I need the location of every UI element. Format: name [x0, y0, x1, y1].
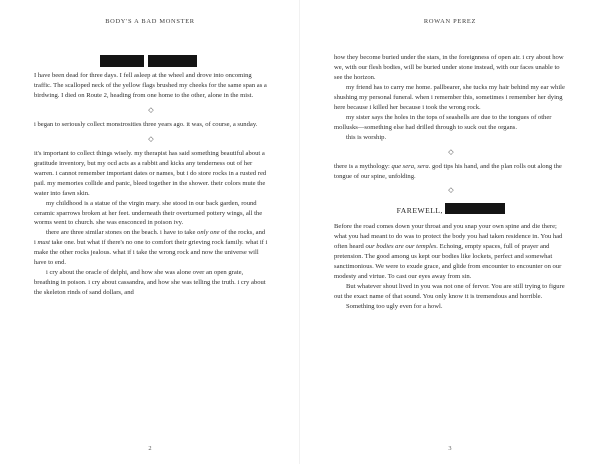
redaction-bar [445, 203, 505, 214]
paragraph: Something too ugly even for a howl. [346, 303, 443, 311]
page-number-left: 2 [148, 445, 152, 452]
page-number-right: 3 [448, 445, 452, 452]
section-break-ornament: ◇ [148, 105, 154, 114]
paragraph: my sister says the holes in the tops of seashells are due to the tongues of other mollusks—something else had drilled through to suck out the organs. [334, 113, 552, 131]
paragraph: there is a mythology: que sera, sera. god tips his hand, and the plan rolls out along the tongue of our spine, unfolding. [334, 162, 562, 180]
paragraph: there are three similar stones on the beach. i have to take only one of the rocks, and i must take one. but what if there's no one to comfort their grieving rock family. what if i make the other rocks jealous. what if i take the wrong rock and now the universe will have to end. [34, 229, 268, 267]
right-page-text [334, 53, 568, 312]
farewell-label: FAREWELL, [396, 206, 443, 216]
redaction-bar [148, 55, 197, 67]
paragraph: how they become buried under the stars, in the foreignness of open air. i cry about how we, with our flesh bodies, will be buried under stone instead, with our faces unable to see the horizon. [334, 54, 564, 81]
running-head-right: ROWAN PEREZ [423, 18, 477, 25]
right-page [300, 0, 600, 464]
paragraph: it's important to collect things wisely. my therapist has said something beautiful about a gratitude inventory, but my ocd acts as a rabbit and kicks any tenderness out of her warren. i cannot remember important dates or names, but i do store rocks in a rusted red pail. my memories collide and panic, bleed together in the shower. their colors mute the water into fawn skin. [34, 149, 267, 197]
paragraph: I have been dead for three days. I fell asleep at the wheel and drove into oncoming traffic. The scalloped neck of the yellow flags brushed my cheeks for the same span as a birdwing. I died on Route 2, heading from one home to the other, alone in the mist. [34, 72, 267, 99]
paragraph: my childhood is a statue of the virgin mary. she stood in our back garden, round ceramic sparrows broken at her feet. underneath their overturned pottery wings, all the worms went to church. she was ensconced in poison ivy. [34, 199, 263, 227]
redaction-bar [100, 55, 144, 67]
paragraph: Before the road comes down your throat and you snap your own spine and die there; what you had meant to do was to protect the body you had taken residence in. You had often heard our bodies are our temples. Echoing, empty spaces, full of prayer and pretension. The good among us kept our bodies like lockets, perfect and somewhat sanctimonious. We were to exude grace, and glide from encounter to encounter on our modesty and virtue. To cast our eyes away from sin. [334, 223, 563, 281]
paragraph: i began to seriously collect monstrosities three years ago. it was, of course, a sunday. [34, 120, 258, 128]
redacted-title [34, 55, 268, 67]
farewell-heading [334, 200, 568, 222]
section-break-ornament: ◇ [448, 147, 454, 156]
paragraph: i cry about the oracle of delphi, and how she was alone over an open grate, breathing in poison. i cry about cassandra, and how she was telling the truth. i cry about the skeleton rinds of sand dollars, and [34, 269, 266, 297]
paragraph: my friend has to carry me home. pallbearer, she tucks my hair behind my ear while shushing my personal funeral. when i remember this, sometimes i remember her dying here because i killed her because i took the wrong rock. [334, 83, 565, 111]
running-head-left: BODY'S A BAD MONSTER [105, 18, 195, 25]
paragraph: this is worship. [346, 133, 387, 141]
section-break-ornament: ◇ [448, 186, 454, 195]
left-page-text [34, 55, 268, 298]
section-break-ornament: ◇ [148, 134, 154, 143]
paragraph: But whatever shout lived in you was not one of fervor. You are still trying to figure out the exact name of that sound. You only know it is tremendous and horrible. [334, 283, 565, 301]
